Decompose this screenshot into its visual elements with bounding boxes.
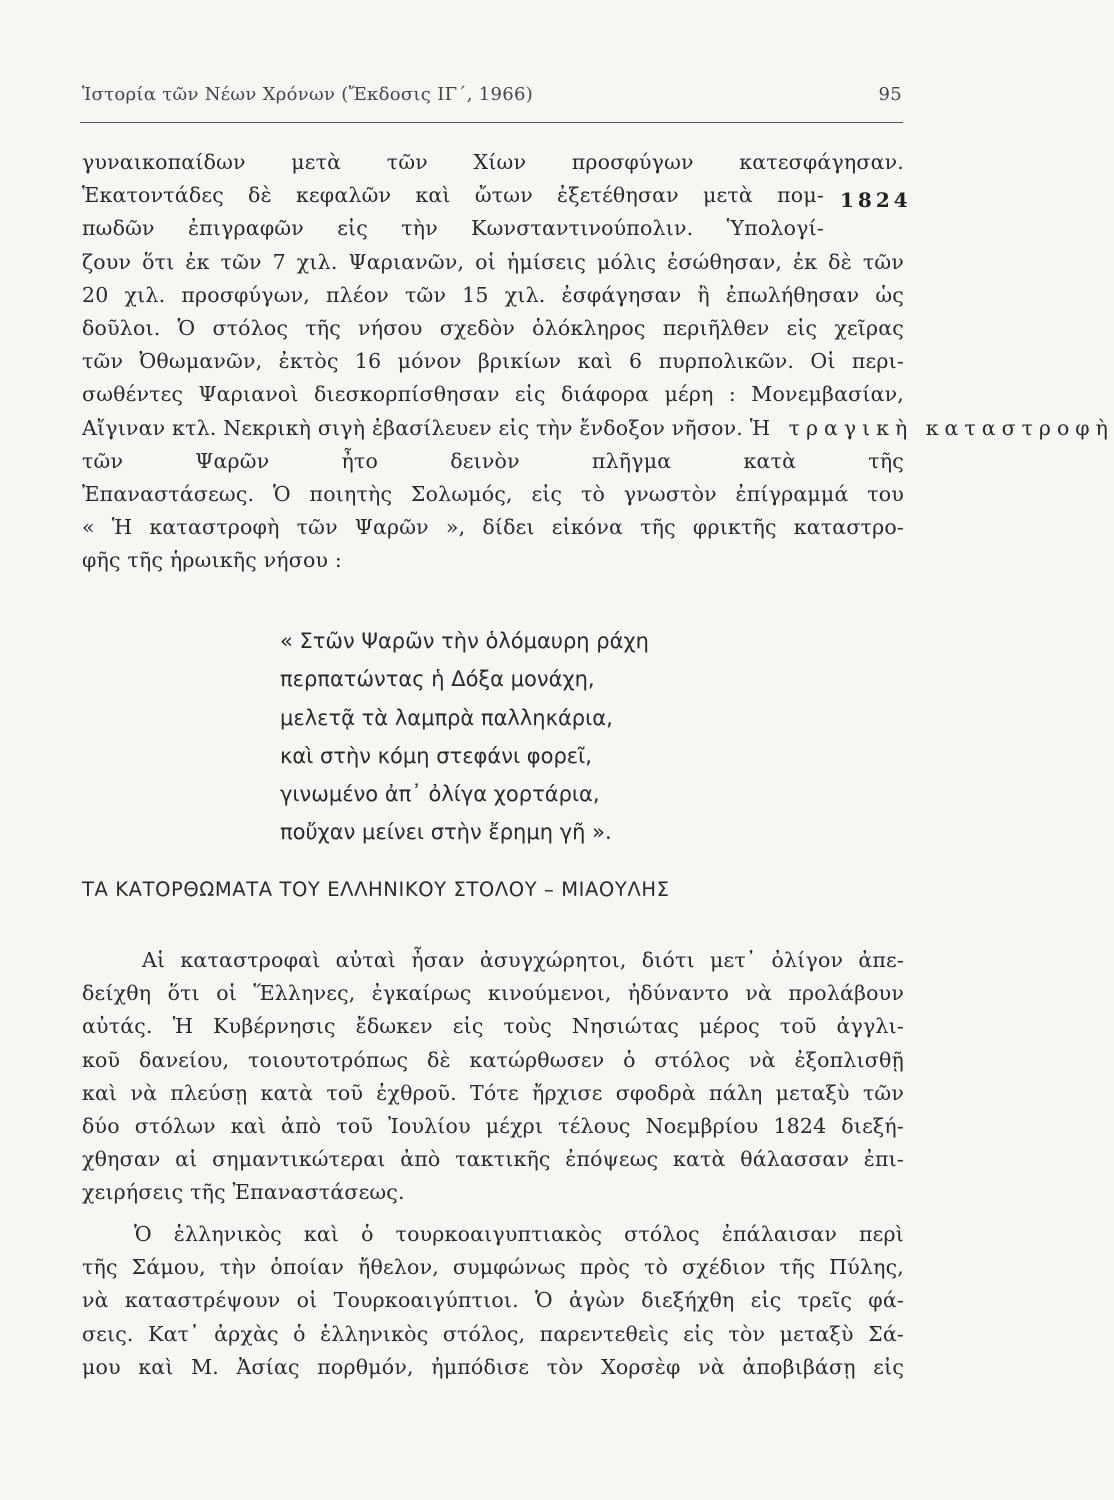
poem-line: ποὔχαν μείνει στὴν ἔρημη γῆ ».	[280, 820, 612, 845]
text-line: Ἑκατοντάδες δὲ κεφαλῶν καὶ ὤτων ἐξετέθησαν μετὰ πομ-	[82, 183, 824, 208]
text-line: 20 χιλ. προσφύγων, πλέον τῶν 15 χιλ. ἐσφάγησαν ἢ ἐπωλήθησαν ὡς	[82, 282, 904, 307]
text-line: τῶν Ὀθωμανῶν, ἐκτὸς 16 μόνον βρικίων καὶ 6 πυρπολικῶν. Οἱ περι-	[82, 349, 904, 374]
text-line: τῶν Ψαρῶν ἦτο δεινὸν πλῆγμα κατὰ τῆς	[82, 448, 904, 473]
paragraph-psara	[82, 146, 1114, 578]
text-line: κοῦ δανείου, τοιουτοτρόπως δὲ κατώρθωσεν ὁ στόλος νὰ ἐξοπλισθῇ	[82, 1047, 904, 1072]
text-line: αὐτάς. Ἡ Κυβέρνησις ἔδωκεν εἰς τοὺς Νησιώτας μέρος τοῦ ἀγγλι-	[82, 1014, 904, 1039]
paragraph-fleet	[82, 944, 904, 1210]
text-line	[82, 412, 1114, 445]
text-line: δείχθη ὅτι οἱ Ἕλληνες, ἐγκαίρως κινούμενοι, ἠδύναντο νὰ προλάβουν	[82, 981, 904, 1006]
text-line: σεις. Κατ᾿ ἀρχὰς ὁ ἑλληνικὸς στόλος, παρεντεθεὶς εἰς τὸν μεταξὺ Σά-	[82, 1321, 904, 1346]
text-line: καὶ νὰ πλεύσῃ κατὰ τοῦ ἐχθροῦ. Τότε ἤρχισε σφοδρὰ πάλη μεταξὺ τῶν	[82, 1080, 904, 1105]
poem-line: καὶ στὴν κόμη στεφάνι φορεῖ,	[280, 743, 592, 768]
text-line: δοῦλοι. Ὁ στόλος τῆς νήσου σχεδὸν ὁλόκληρος περιῆλθεν εἰς χεῖρας	[82, 316, 904, 341]
header-rule	[80, 122, 903, 123]
text-line: πωδῶν ἐπιγραφῶν εἰς τὴν Κωνσταντινούπολιν. Ὑπολογί-	[82, 216, 824, 241]
page-number: 95	[878, 84, 902, 105]
running-header	[82, 84, 902, 110]
text-fragment: Αἴγιναν κτλ. Νεκρικὴ σιγὴ ἐβασίλευεν εἰς τὴν ἔνδοξον νῆσον.	[82, 415, 744, 440]
text-line: Αἱ καταστροφαὶ αὐταὶ ἦσαν ἀσυγχώρητοι, διότι μετ᾿ ὀλίγον ἀπε-	[142, 948, 904, 972]
text-line: Ἐπαναστάσεως. Ὁ ποιητὴς Σολωμός, εἰς τὸ γνωστὸν ἐπίγραμμά του	[82, 482, 904, 507]
poem-line: γινωμένο ἀπ᾿ ὀλίγα χορτάρια,	[280, 782, 600, 807]
section-heading: ΤΑ ΚΑΤΟΡΘΩΜΑΤΑ ΤΟΥ ΕΛΛΗΝΙΚΟΥ ΣΤΟΛΟΥ – ΜΙΑΟΥΛΗΣ	[82, 878, 670, 901]
text-line: δύο στόλων καὶ ἀπὸ τοῦ Ἰουλίου μέχρι τέλους Νοεμβρίου 1824 διεξή-	[82, 1114, 904, 1139]
text-line: ζουν ὅτι ἐκ τῶν 7 χιλ. Ψαριανῶν, οἱ ἡμίσεις μόλις ἐσώθησαν, ἐκ δὲ τῶν	[82, 249, 904, 274]
text-line: « Ἡ καταστροφὴ τῶν Ψαρῶν », δίδει εἰκόνα τῆς φρικτῆς καταστρο-	[82, 515, 904, 540]
poem-line: μελετᾷ τὰ λαμπρὰ παλληκάρια,	[280, 705, 613, 730]
poem-line: « Στῶν Ψαρῶν τὴν ὁλόμαυρη ράχη	[280, 629, 649, 653]
text-line: σωθέντες Ψαριανοὶ διεσκορπίσθησαν εἰς διάφορα μέρη : Μονεμβασίαν,	[82, 382, 904, 407]
text-line: μου καὶ Μ. Ἀσίας πορθμόν, ἠμπόδισε τὸν Χορσὲφ νὰ ἀποβιβάσῃ εἰς	[82, 1354, 904, 1379]
text-line: χειρήσεις τῆς Ἐπαναστάσεως.	[82, 1180, 405, 1205]
text-line: χθησαν αἱ σημαντικώτεραι ἀπὸ τακτικῆς ἐπόψεως κατὰ θάλασσαν ἐπι-	[82, 1147, 904, 1172]
text-line: νὰ καταστρέψουν οἱ Τουρκοαιγύπτιοι. Ὁ ἀγὼν διεξήχθη εἰς τρεῖς φά-	[82, 1288, 904, 1313]
text-line: Ὁ ἑλληνικὸς καὶ ὁ τουρκοαιγυπτιακὸς στόλος ἐπάλαισαν περὶ	[134, 1222, 904, 1246]
emphasis-phrase: Ἡ τραγικὴ καταστροφὴ	[749, 415, 1114, 440]
poem-line: περπατώντας ἡ Δόξα μονάχη,	[280, 667, 595, 692]
header-title: Ἱστορία τῶν Νέων Χρόνων (Ἔκδοσις ΙΓ΄, 1966)	[82, 84, 534, 105]
text-line: τῆς Σάμου, τὴν ὁποίαν ἤθελον, συμφώνως πρὸς τὸ σχέδιον τῆς Πύλης,	[82, 1255, 904, 1280]
poem-quote	[280, 622, 649, 852]
paragraph-samos	[82, 1218, 904, 1384]
text-line: γυναικοπαίδων μετὰ τῶν Χίων προσφύγων κατεσφάγησαν.	[82, 150, 904, 174]
text-line: φῆς τῆς ἡρωικῆς νήσου :	[82, 548, 342, 573]
margin-year-note: 1824	[840, 188, 912, 212]
